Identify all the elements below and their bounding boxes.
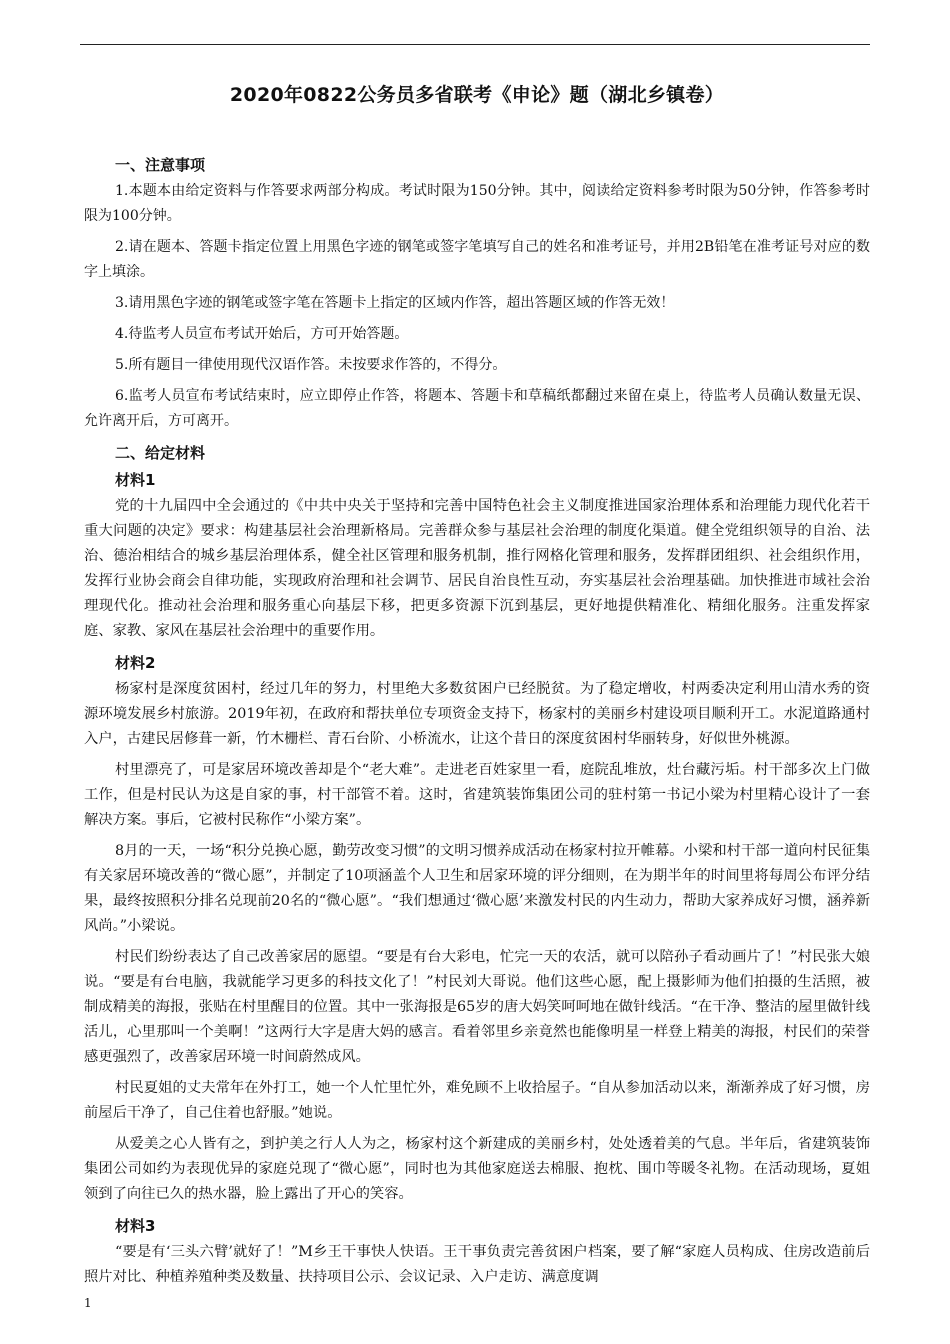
notes-list <box>84 179 870 434</box>
note-item: 4.待监考人员宣布考试开始后，方可开始答题。 <box>115 326 409 342</box>
section-heading-materials: 二、给定材料 <box>115 444 206 462</box>
page-number: 1 <box>84 1296 92 1310</box>
material-2-paragraph: 村民夏姐的丈夫常年在外打工，她一个人忙里忙外，难免顾不上收拾屋子。“自从参加活动以来，渐渐养成了好习惯，房前屋后干净了，自己住着也舒服。”她说。 <box>84 1080 870 1121</box>
material-2-paragraph: 从爱美之心人皆有之，到护美之行人人为之，杨家村这个新建成的美丽乡村，处处透着美的气息。半年后，省建筑装饰集团公司如约为表现优异的家庭兑现了“微心愿”，同时也为其他家庭送去棉服、抱枕、围巾等暖冬礼物。在活动现场，夏姐领到了向往已久的热水器，脸上露出了开心的笑容。 <box>84 1136 870 1202</box>
note-item: 5.所有题目一律使用现代汉语作答。未按要求作答的，不得分。 <box>115 357 507 373</box>
material-2-paragraph: 8月的一天，一场“积分兑换心愿，勤劳改变习惯”的文明习惯养成活动在杨家村拉开帷幕。小梁和村干部一道向村民征集有关家居环境改善的“微心愿”，并制定了10项涵盖个人卫生和居家环境的评分细则，在为期半年的时间里将每周公布评分结果，最终按照积分排名兑现前20名的“微心愿”。“我们想通过‘微心愿’来激发村民的内生动力，帮助大家养成好习惯，涵养新风尚。”小梁说。 <box>84 843 870 934</box>
document-body <box>84 80 870 1296</box>
document-title: 2020年0822公务员多省联考《申论》题（湖北乡镇卷） <box>229 84 725 106</box>
note-item: 1.本题本由给定资料与作答要求两部分构成。考试时限为150分钟。其中，阅读给定资料参考时限为50分钟，作答参考时限为100分钟。 <box>84 183 870 224</box>
material-2-paragraph: 村里漂亮了，可是家居环境改善却是个“老大难”。走进老百姓家里一看，庭院乱堆放，灶台藏污垢。村干部多次上门做工作，但是村民认为这是自家的事，村干部管不着。这时，省建筑装饰集团公司的驻村第一书记小梁为村里精心设计了一套解决方案。事后，它被村民称作“小梁方案”。 <box>84 762 870 828</box>
section-heading-notes: 一、注意事项 <box>115 156 206 174</box>
note-item: 2.请在题本、答题卡指定位置上用黑色字迹的钢笔或签字笔填写自己的姓名和准考证号，并用2B铅笔在准考证号对应的数字上填涂。 <box>84 239 870 280</box>
note-item: 3.请用黑色字迹的钢笔或签字笔在答题卡上指定的区域内作答，超出答题区域的作答无效！ <box>115 295 675 311</box>
header-rule <box>80 44 870 45</box>
material-1-paragraph: 党的十九届四中全会通过的《中共中央关于坚持和完善中国特色社会主义制度推进国家治理体系和治理能力现代化若干重大问题的决定》要求：构建基层社会治理新格局。完善群众参与基层社会治理的制度化渠道。健全党组织领导的自治、法治、德治相结合的城乡基层治理体系，健全社区管理和服务机制，推行网格化管理和服务，发挥群团组织、社会组织作用，发挥行业协会商会自律功能，实现政府治理和社会调节、居民自治良性互动，夯实基层社会治理基础。加快推进市域社会治理现代化。推动社会治理和服务重心向基层下移，把更多资源下沉到基层，更好地提供精准化、精细化服务。注重发挥家庭、家教、家风在基层社会治理中的重要作用。 <box>84 498 870 639</box>
material-3-heading: 材料3 <box>115 1217 156 1235</box>
material-2-paragraph: 村民们纷纷表达了自己改善家居的愿望。“要是有台大彩电，忙完一天的农活，就可以陪孙子看动画片了！”村民张大娘说。“要是有台电脑，我就能学习更多的科技文化了！”村民刘大哥说。他们这些心愿，配上摄影师为他们拍摄的生活照，被制成精美的海报，张贴在村里醒目的位置。其中一张海报是65岁的唐大妈笑呵呵地在做针线活。“在干净、整洁的屋里做针线活儿，心里那叫一个美啊！”这两行大字是唐大妈的感言。看着邻里乡亲竟然也能像明星一样登上精美的海报，村民们的荣誉感更强烈了，改善家居环境一时间蔚然成风。 <box>84 949 870 1065</box>
material-2-heading: 材料2 <box>115 654 156 672</box>
material-1-heading: 材料1 <box>115 471 156 489</box>
material-2-paragraph: 杨家村是深度贫困村，经过几年的努力，村里绝大多数贫困户已经脱贫。为了稳定增收，村两委决定利用山清水秀的资源环境发展乡村旅游。2019年初，在政府和帮扶单位专项资金支持下，杨家村的美丽乡村建设项目顺利开工。水泥道路通村入户，古建民居修葺一新，竹木栅栏、青石台阶、小桥流水，让这个昔日的深度贫困村华丽转身，好似世外桃源。 <box>84 681 870 747</box>
material-3-paragraph: “要是有‘三头六臂’就好了！”M乡王干事快人快语。王干事负责完善贫困户档案，要了解“家庭人员构成、住房改造前后照片对比、种植养殖种类及数量、扶持项目公示、会议记录、入户走访、满意度调 <box>84 1244 870 1285</box>
note-item: 6.监考人员宣布考试结束时，应立即停止作答，将题本、答题卡和草稿纸都翻过来留在桌上，待监考人员确认数量无误、允许离开后，方可离开。 <box>84 388 870 429</box>
